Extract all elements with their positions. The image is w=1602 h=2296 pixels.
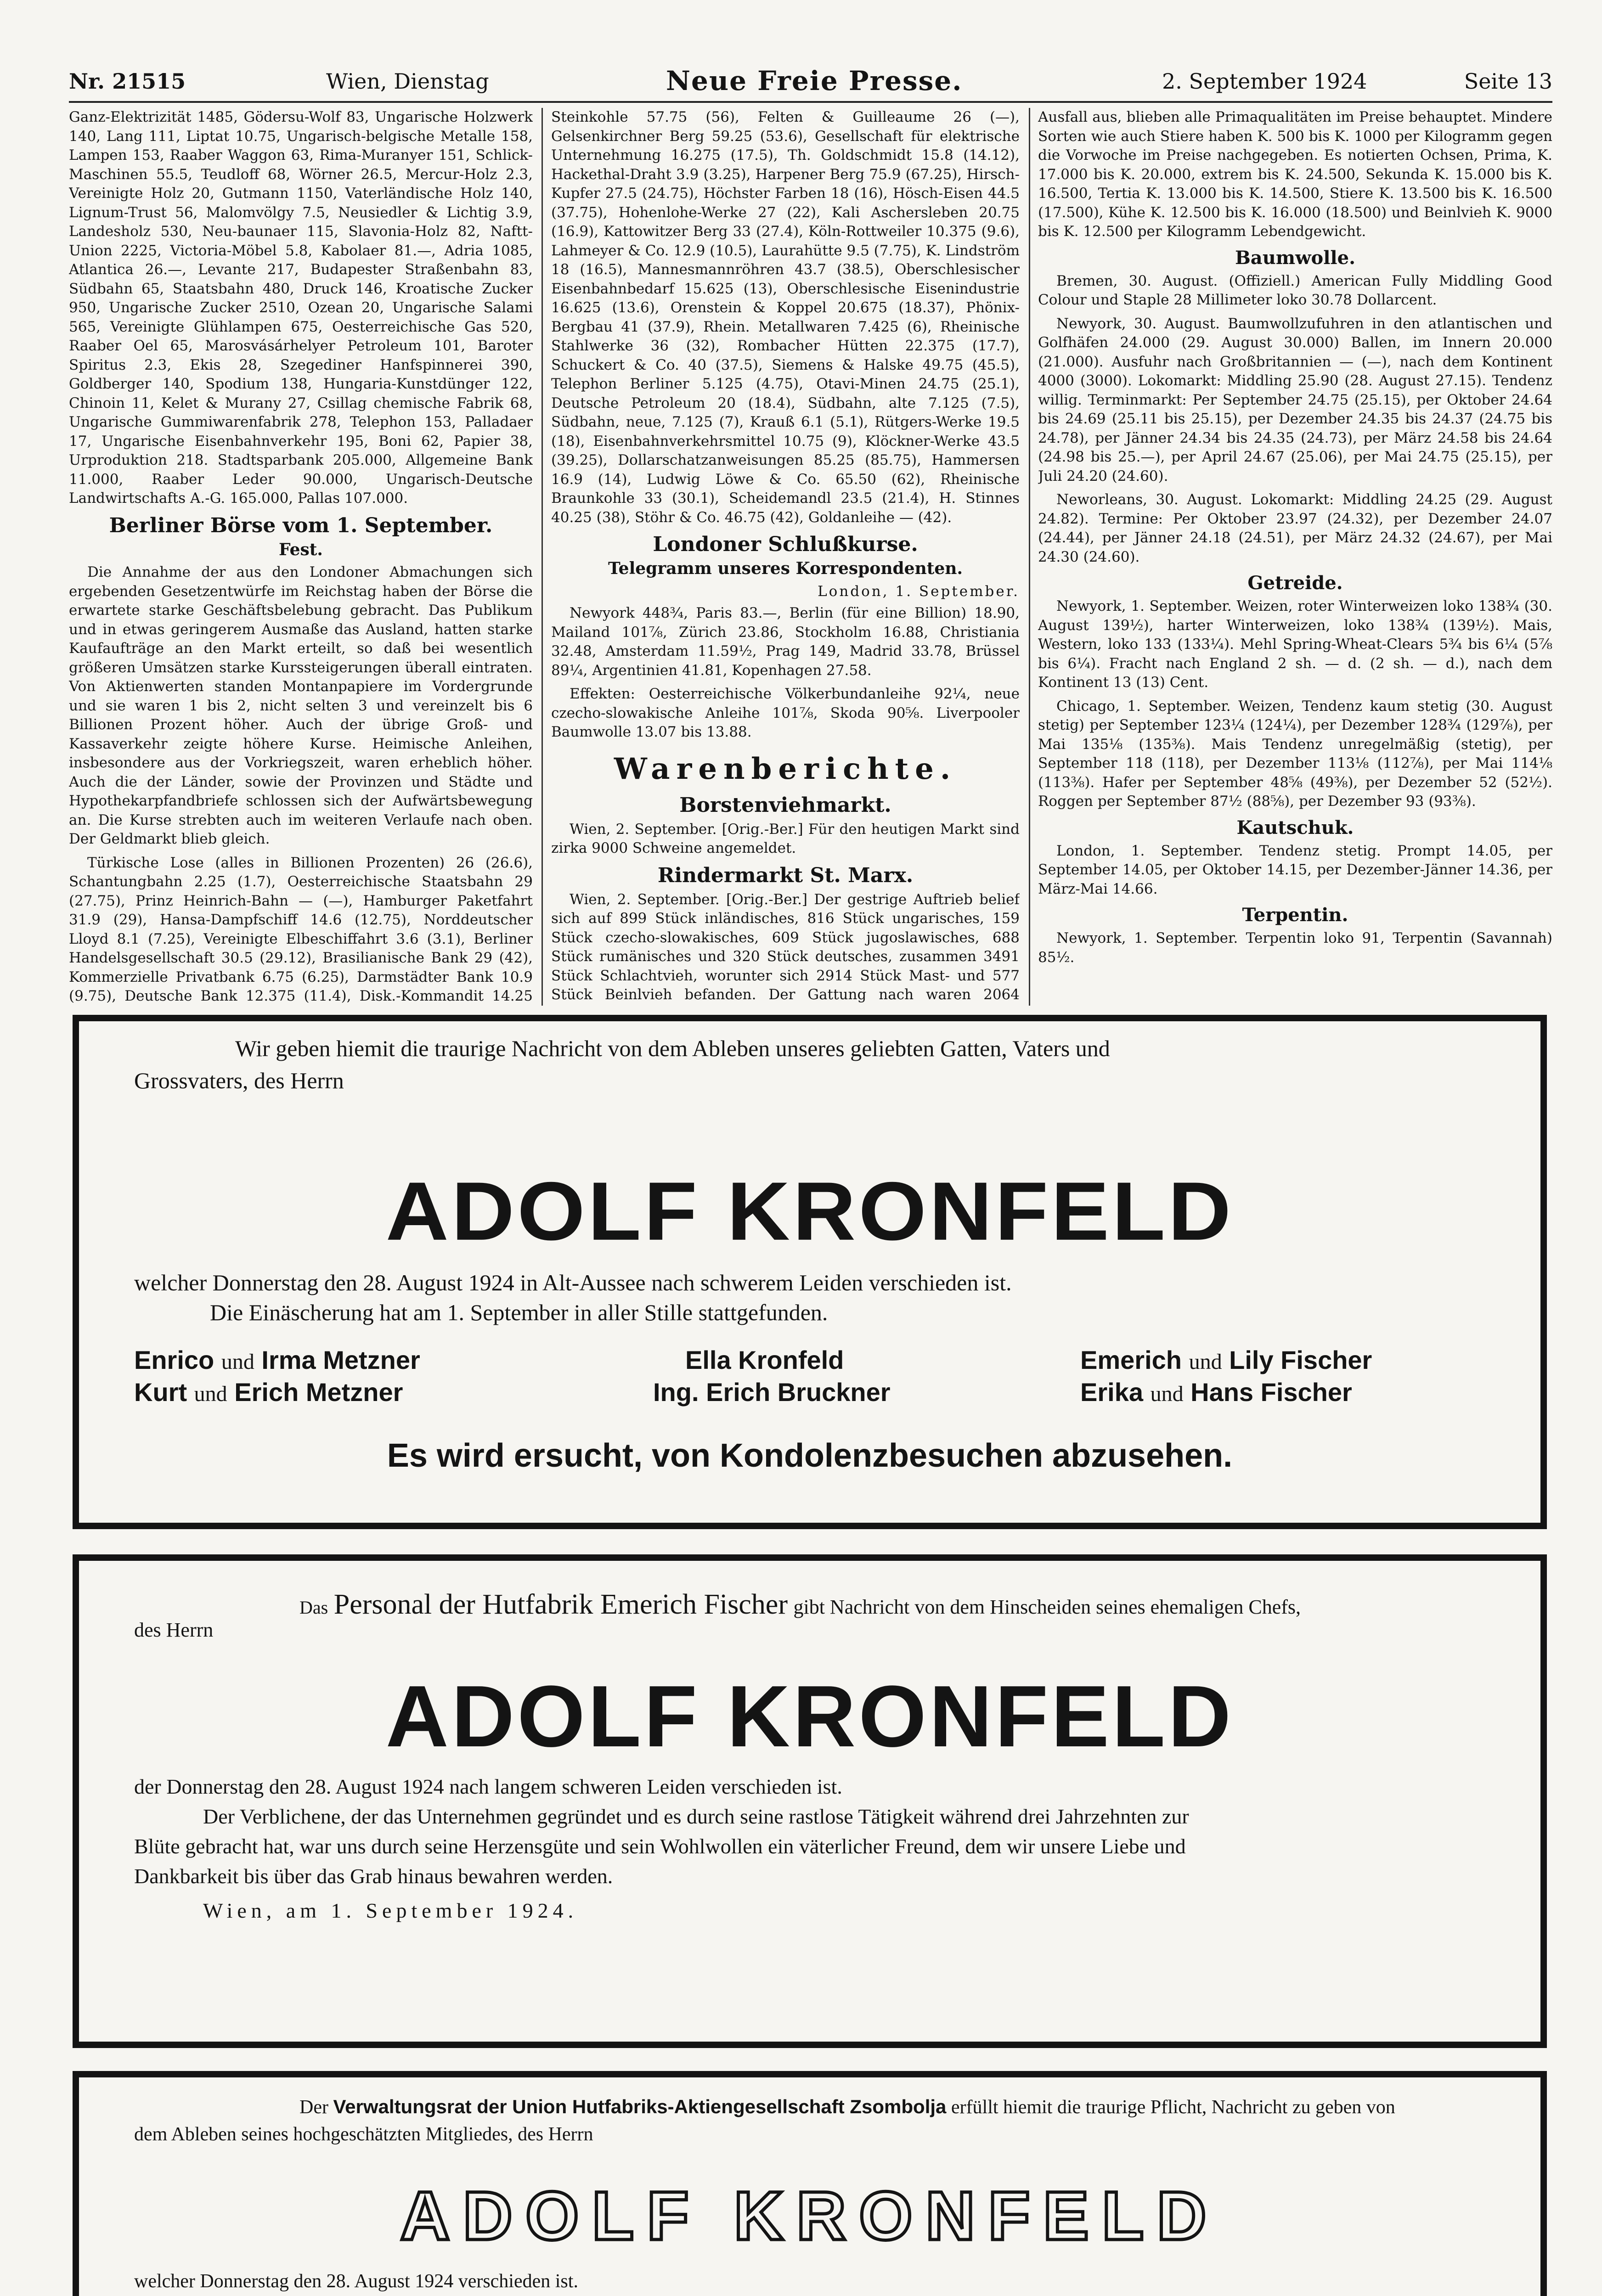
newyork-turpentine: Newyork, 1. September. Terpentin loko 91, Terpentin (Savannah) 85½. <box>1038 930 1552 966</box>
newyork-cotton: Newyork, 30. August. Baumwollzufuhren in den atlantischen und Golfhäfen 24.000 (29. August 30.000) Ballen, im Innern 20.000 (21.000). Ausfuhr nach Großbritannien — (—), nach dem Kontinent 4000 (3000). Lokomarkt: Middling 25.90 (28. August 27.15). Tendenz willig. Terminmarkt: Per September 24.75 (25.15), per Oktober 24.64 bis 24.69 (25.11 bis 25.15), per Dezember 24.35 bis 24.37 (24.75 bis 24.78), per Jänner 24.34 bis 24.35 (24.73), per März 24.58 bis 24.64 (24.98 bis 25.—), per April 24.67 (25.06), per Mai 24.75 (25.15), per Juli 24.20 (24.60). <box>1038 315 1552 484</box>
section-title-turpentine: Terpentin. <box>1242 904 1348 926</box>
condolence-request: Es wird ersucht, von Kondolenzbesuchen abzusehen. <box>387 1437 1233 1474</box>
mourner-name: Kurt und Erich Metzner <box>134 1378 403 1407</box>
section-title-berlin: Berliner Börse vom 1. September. <box>109 513 493 537</box>
mourner-name: Ella Kronfeld <box>685 1345 844 1374</box>
neworleans-cotton: Neworleans, 30. August. Lokomarkt: Middling 24.25 (29. August 24.82). Termine: Per Oktober 23.97 (24.32), per Dezember 24.07 (24.44), per Jänner 24.18 (24.51), per März 24.32 (24.67), per Mai 24.30 (24.60). <box>1038 491 1552 565</box>
section-subtitle: Telegramm unseres Korrespondenten. <box>608 559 963 578</box>
notice-text: der Donnerstag den 28. August 1924 nach langem schweren Leiden verschieden ist. <box>134 1775 842 1798</box>
notice-text: Das Personal der Hutfabrik Emerich Fischer gibt Nachricht von dem Hinscheiden seines ehemaligen Chefs, <box>299 1589 1301 1620</box>
pig-market-report: Wien, 2. September. [Orig.-Ber.] Für den heutigen Markt sind zirka 9000 Schweine angemeldet. <box>551 821 1020 856</box>
notice-text: Dankbarkeit bis über das Grab hinaus bewahren werden. <box>134 1864 613 1888</box>
column-divider <box>542 108 543 1006</box>
london-effects: Effekten: Oesterreichische Völkerbundanleihe 92¼, neue czecho-slowakische Anleihe 101⅞, Skoda 90⅝. Liverpooler Baumwolle 13.07 bis 13.88. <box>551 686 1020 740</box>
notice-text: des Herrn <box>134 1619 214 1641</box>
issue-number: Nr. 21515 <box>69 69 186 94</box>
mourner-name: Enrico und Irma Metzner <box>134 1345 420 1374</box>
notice-text: Blüte gebracht hat, war uns durch seine Herzensgüte und sein Wohlwollen ein väterlicher Freund, dem wir unsere Liebe und <box>134 1835 1186 1858</box>
section-title-commodities: Warenberichte. <box>614 751 957 786</box>
notice-text: dem Ableben seines hochgeschätzten Mitgliedes, des Herrn <box>134 2124 593 2145</box>
section-title-pigs: Borstenviehmarkt. <box>679 793 891 817</box>
column-3 <box>1038 108 1552 1006</box>
place-day: Wien, Dienstag <box>326 69 489 94</box>
section-title-cattle: Rindermarkt St. Marx. <box>657 863 914 887</box>
dateline: London, 1. September. <box>818 583 1020 600</box>
mourner-name: Erika und Hans Fischer <box>1080 1378 1352 1407</box>
newspaper-page <box>69 0 1552 2296</box>
notice-place-date: Wien, am 1. September 1924. <box>203 1899 578 1922</box>
death-notice-board <box>73 2071 1547 2296</box>
page-header <box>69 64 1552 103</box>
notice-text: Der Verblichene, der das Unternehmen gegründet und es durch seine rastlose Tätigkeit während drei Jahrzehnten zur <box>203 1805 1189 1828</box>
deceased-name: ADOLF KRONFELD <box>400 2177 1219 2254</box>
death-notice-family <box>73 1015 1547 1529</box>
section-title-cotton: Baumwolle. <box>1235 247 1355 269</box>
london-rubber: London, 1. September. Tendenz stetig. Prompt 14.05, per September 14.05, per Oktober 14.15, per Dezember-Jänner 14.36, per März-Mai 14.66. <box>1038 842 1552 897</box>
london-rates: Newyork 448¾, Paris 83.—, Berlin (für eine Billion) 18.90, Mailand 101⅞, Zürich 23.86, Stockholm 16.88, Christiania 32.48, Amsterdam 11.59½, Prag 149, Madrid 33.78, Brüssel 89¼, Argentinien 41.81, Kopenhagen 27.58. <box>551 605 1020 679</box>
berlin-quotes-cont: Steinkohle 57.75 (56), Felten & Guilleaume 26 (—), Gelsenkirchner Berg 59.25 (53.6), Gesellschaft für elektrische Unternehmung 16.275 (17.5), Th. Goldschmidt 15.8 (14.12), Hackethal-Draht 3.9 (3.25), Harpener Berg 75.9 (67.25), Hirsch-Kupfer 27.5 (24.75), Höchster Farben 18 (16), Hösch-Eisen 44.5 (37.75), Hohenlohe-Werke 27 (22), Kali Aschersleben 20.75 (16.9), Kattowitzer Berg 33 (27.4), Köln-Rottweiler 10.375 (9.6), Lahmeyer & Co. 12.9 (10.5), Laurahütte 9.5 (7.75), K. Lindström 18 (16.5), Mannesmannröhren 43.7 (38.5), Oberschlesischer Eisenbahnbedarf 15.625 (13), Oberschlesische Eisenindustrie 16.625 (13.6), Orenstein & Koppel 20.675 (18.37), Phönix-Bergbau 41 (37.9), Rhein. Metallwaren 7.425 (6), Rheinische Stahlwerke 36 (32), Rombacher Hütten 22.375 (17.7), Schuckert & Co. 40 (37.5), Siemens & Halske 49.75 (45.5), Telephon Berliner 5.125 (4.75), Otavi-Minen 24.75 (25.1), Deutsche Petroleum 20 (18.4), Südbahn, alte 7.125 (7.5), Südbahn, neue, 7.125 (7), Krauß 6.1 (5.1), Rütgers-Werke 19.5 (18), Eisenbahnverkehrsmittel 10.75 (9), Klöckner-Werke 43.5 (39.25), Dollarschatzanweisungen 85.25 (85.75), Hammersen 16.9 (14), Ludwig Löwe & Co. 65.50 (62), Rheinische Braunkohle 33 (30.1), Scheidemandl 23.5 (21.4), H. Stinnes 40.25 (38), Stöhr & Co. 46.75 (42), Goldanleihe — (42). <box>551 109 1020 526</box>
deceased-name: ADOLF KRONFELD <box>385 1668 1234 1765</box>
notice-text: welcher Donnerstag den 28. August 1924 verschieden ist. <box>134 2271 578 2292</box>
notice-text: Wir geben hiemit die traurige Nachricht von dem Ableben unseres geliebten Gatten, Vaters und <box>235 1035 1110 1061</box>
column-divider <box>1029 108 1030 1006</box>
mourner-name: Emerich und Lily Fischer <box>1080 1345 1372 1374</box>
page-number: Seite 13 <box>1464 69 1552 94</box>
cattle-market-report: Wien, 2. September. [Orig.-Ber.] Der gestrige Auftrieb belief sich auf 899 Stück inländisches, 816 Stück ungarisches, 159 Stück czecho-slowakisches, 609 Stück jugoslawisches, 688 Stück rumänisches und 320 Stück deutsches, zusammen 3491 Stück Schlachtvieh, worunter sich 2914 Stück Mast- und 577 Stück Beinlvieh befanden. Der Gattung nach waren 2064 <box>551 891 1020 1003</box>
column-2 <box>551 108 1020 1006</box>
newyork-grain: Newyork, 1. September. Weizen, roter Winterweizen loko 138¾ (30. August 139½), harter Winterweizen, loko 138¾ (139½). Mais, Western, loko 133 (133¼). Mehl Spring-Wheat-Clears 5¾ bis 6¼ (5⅞ bis 6¼). Fracht nach England 2 sh. — d. (2 sh. — d.), nach dem Kontinent 13 (13) Cent. <box>1038 598 1552 691</box>
cattle-market-cont: Ausfall aus, blieben alle Primaqualitäten im Preise behauptet. Mindere Sorten wie auch Stiere haben K. 500 bis K. 1000 per Kilogramm gegen die Vorwoche im Preise nachgegeben. Es notierten Ochsen, Prima, K. 17.000 bis K. 20.000, extrem bis K. 24.500, Sekunda K. 15.000 bis K. 16.500, Tertia K. 13.000 bis K. 14.500, Stiere K. 13.500 bis K. 16.500 (17.500), Kühe K. 12.500 bis K. 16.000 (18.500) und Beinlvieh K. 9000 bis K. 12.500 per Kilogramm Lebendgewicht. <box>1038 109 1552 240</box>
bremen-cotton: Bremen, 30. August. (Offiziell.) American Fully Middling Good Colour und Staple 28 Millimeter loko 30.78 Dollarcent. <box>1038 272 1552 308</box>
column-1 <box>69 108 533 1006</box>
berlin-report: Die Annahme der aus den Londoner Abmachungen sich ergebenden Gesetzentwürfe im Reichstag haben der Börse die erwartete starke Geschäftsbelebung gebracht. Das Publikum und in etwas geringerem Ausmaße das Ausland, hatten starke Kaufaufträge an den Markt erteilt, so daß bei wesentlich größeren Umsätzen starke Kurssteigerungen überall eintraten. Von Aktienwerten standen Montanpapiere im Vordergrunde und sie waren 1 bis 2, nicht selten 3 und vereinzelt bis 6 Billionen Prozent höher. Auch der übrige Groß- und Kassaverkehr zeigte höhere Kurse. Heimische Anleihen, insbesondere aus der Vorkriegszeit, waren erheblich höher. Auch die der Länder, sowie der Provinzen und Städte und Hypothekarpfandbriefe schlossen sich der Aufwärtsbewegung an. Die Kurse strebten auch im weiteren Verlaufe nach oben. Der Geldmarkt blieb gleich. <box>69 564 533 847</box>
mourner-name: Ing. Erich Bruckner <box>653 1378 891 1407</box>
budapest-stock-list: Ganz-Elektrizität 1485, Gödersu-Wolf 83, Ungarische Holzwerk 140, Lang 111, Liptat 10.75, Ungarisch-belgische Metalle 158, Lampen 153, Raaber Waggon 63, Rima-Muranyer 151, Schlick-Maschinen 55.5, Teudloff 68, Wörner 26.5, Mercur-Holz 2.3, Vereinigte Holz 20, Gutmann 1150, Vaterländische Holz 140, Lignum-Trust 56, Malomvölgy 7.5, Neusiedler & Lichtig 3.9, Landesholz 530, Neu-baunaer 115, Slavonia-Holz 82, Naftt-Union 2225, Victoria-Möbel 5.8, Kabolaer 81.—, Adria 1085, Atlantica 26.—, Levante 217, Budapester Straßenbahn 83, Südbahn 65, Staatsbahn 480, Druck 146, Kroatische Zucker 950, Ungarische Zucker 2510, Ozean 20, Ungarische Salami 565, Vereinigte Glühlampen 675, Oesterreichische Gas 520, Raaber Oel 65, Marosvásárhelyer Petroleum 101, Baroter Spiritus 2.3, Ekis 28, Szegediner Hanfspinnerei 390, Goldberger 140, Spodium 138, Hungaria-Kunstdünger 122, Chinoin 11, Kelet & Murany 27, Csillag chemische Fabrik 68, Ungarische Gummiwarenfabrik 278, Telephon 153, Palladaer 17, Ungarische Eisenbahnverkehr 195, Boni 62, Papier 38, Urproduktion 218. Stadtsparbank 205.000, Allgemeine Bank 11.000, Raaber Leder 90.000, Ungarisch-Deutsche Landwirtschafts A.-G. 165.000, Pallas 107.000. <box>69 109 533 506</box>
newspaper-title: Neue Freie Presse. <box>666 65 963 96</box>
section-title-grain: Getreide. <box>1247 572 1343 594</box>
section-title-london: Londoner Schlußkurse. <box>653 533 918 556</box>
death-notice-staff <box>73 1554 1547 2048</box>
notice-text: Die Einäscherung hat am 1. September in aller Stille stattgefunden. <box>210 1300 828 1325</box>
berlin-quotes: Türkische Lose (alles in Billionen Prozenten) 26 (26.6), Schantungbahn 2.25 (1.7), Oesterreichische Staatsbahn 29 (27.75), Prinz Heinrich-Bahn — (—), Hamburger Paketfahrt 31.9 (29), Hansa-Dampfschiff 14.6 (12.75), Norddeutscher Lloyd 8.1 (7.25), Vereinigte Elbeschiffahrt 3.6 (3.1), Berliner Handelsgesellschaft 30.5 (29.12), Brasilianische Bank 29 (42), Kommerzielle Privatbank 6.75 (6.25), Darmstädter Bank 10.9 (9.75), Deutsche Bank 12.375 (11.4), Disk.-Kommandit 14.25 <box>69 854 533 1004</box>
section-title-rubber: Kautschuk. <box>1236 816 1354 838</box>
notice-text: welcher Donnerstag den 28. August 1924 in Alt-Aussee nach schwerem Leiden verschieden ist. <box>134 1270 1012 1295</box>
issue-date: 2. September 1924 <box>1162 69 1367 94</box>
deceased-name: ADOLF KRONFELD <box>385 1165 1234 1258</box>
section-subtitle: Fest. <box>279 540 323 559</box>
chicago-grain: Chicago, 1. September. Weizen, Tendenz kaum stetig (30. August stetig) per September 123¼ (124¼), per Dezember 128¾ (129⅞), per Mai 135⅛ (135⅜). Mais Tendenz unregelmäßig (stetig), per September 118 (118), per Dezember 113⅛ (112⅞), per Mai 114⅛ (113⅜). Hafer per September 48⅝ (49⅜), per Dezember 52 (52½). Roggen per September 87½ (88⅝), per Dezember 93 (93⅜). <box>1038 698 1552 810</box>
notice-text: Der Verwaltungsrat der Union Hutfabriks-Aktiengesellschaft Zsombolja erfüllt hiemit die traurige Pflicht, Nachricht zu geben von <box>299 2096 1395 2118</box>
notice-text: Grossvaters, des Herrn <box>134 1068 344 1093</box>
